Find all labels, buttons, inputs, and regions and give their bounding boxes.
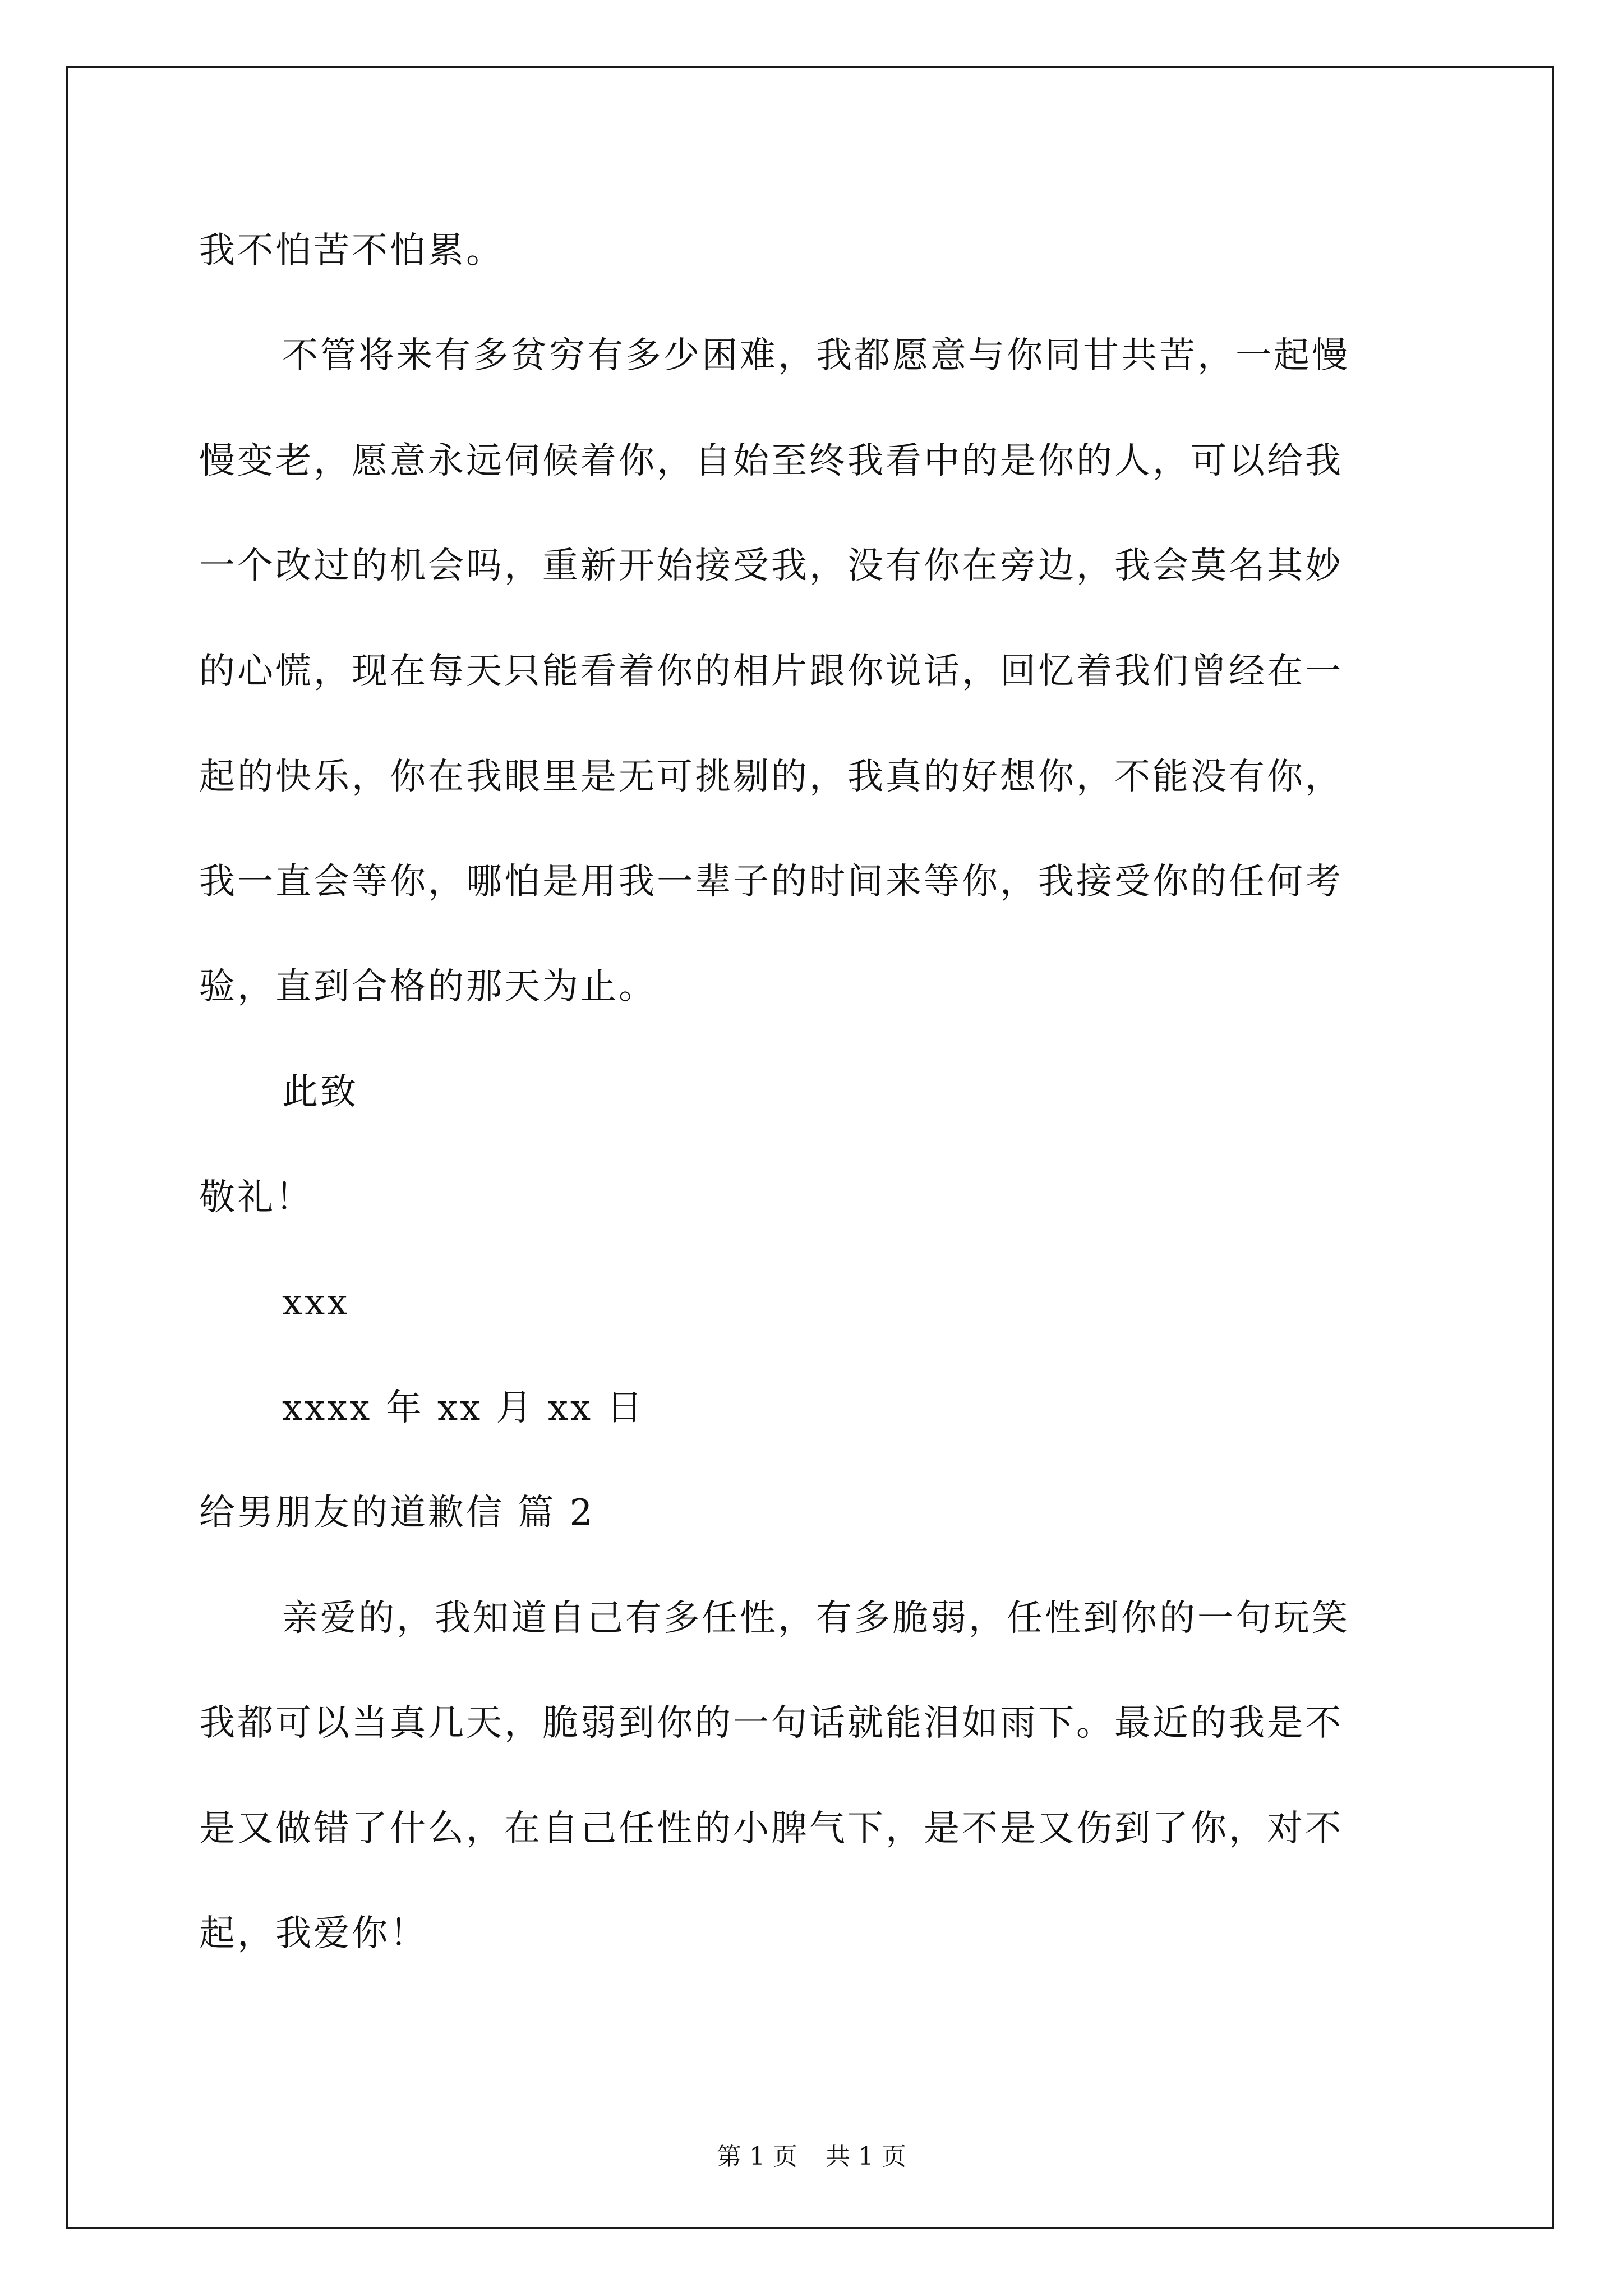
body-line: 起，我爱你！ bbox=[199, 1913, 428, 1954]
salutation: 敬礼！ bbox=[199, 1177, 313, 1218]
paragraph-start: 亲爱的，我知道自己有多任性，有多脆弱，任性到你的一句玩笑 bbox=[282, 1598, 1350, 1639]
signature-date: xxxx 年 xx 月 xx 日 bbox=[282, 1387, 645, 1429]
page-footer bbox=[0, 2136, 1623, 2172]
page-total: 共 1 页 bbox=[826, 2142, 906, 2171]
body-line: 的心慌，现在每天只能看着你的相片跟你说话，回忆着我们曾经在一 bbox=[199, 651, 1343, 692]
page-number: 第 1 页 bbox=[717, 2142, 797, 2171]
body-line: 我一直会等你，哪怕是用我一辈子的时间来等你，我接受你的任何考 bbox=[199, 861, 1343, 903]
paragraph-start: 不管将来有多贫穷有多少困难，我都愿意与你同甘共苦，一起慢 bbox=[282, 335, 1350, 376]
page-border bbox=[66, 66, 1554, 2229]
signature-name: xxx bbox=[282, 1282, 350, 1323]
body-line: 我都可以当真几天，脆弱到你的一句话就能泪如雨下。最近的我是不 bbox=[199, 1703, 1343, 1744]
body-line: 我不怕苦不怕累。 bbox=[199, 230, 504, 272]
body-line: 是又做错了什么，在自己任性的小脾气下，是不是又伤到了你，对不 bbox=[199, 1808, 1343, 1849]
closing-phrase: 此致 bbox=[282, 1071, 358, 1113]
body-line: 一个改过的机会吗，重新开始接受我，没有你在旁边，我会莫名其妙 bbox=[199, 545, 1343, 587]
body-line: 验，直到合格的那天为止。 bbox=[199, 966, 657, 1007]
body-line: 慢变老，愿意永远伺候着你，自始至终我看中的是你的人，可以给我 bbox=[199, 440, 1343, 482]
section-title: 给男朋友的道歉信 篇 2 bbox=[199, 1492, 595, 1534]
body-line: 起的快乐，你在我眼里是无可挑剔的，我真的好想你，不能没有你， bbox=[199, 756, 1343, 798]
